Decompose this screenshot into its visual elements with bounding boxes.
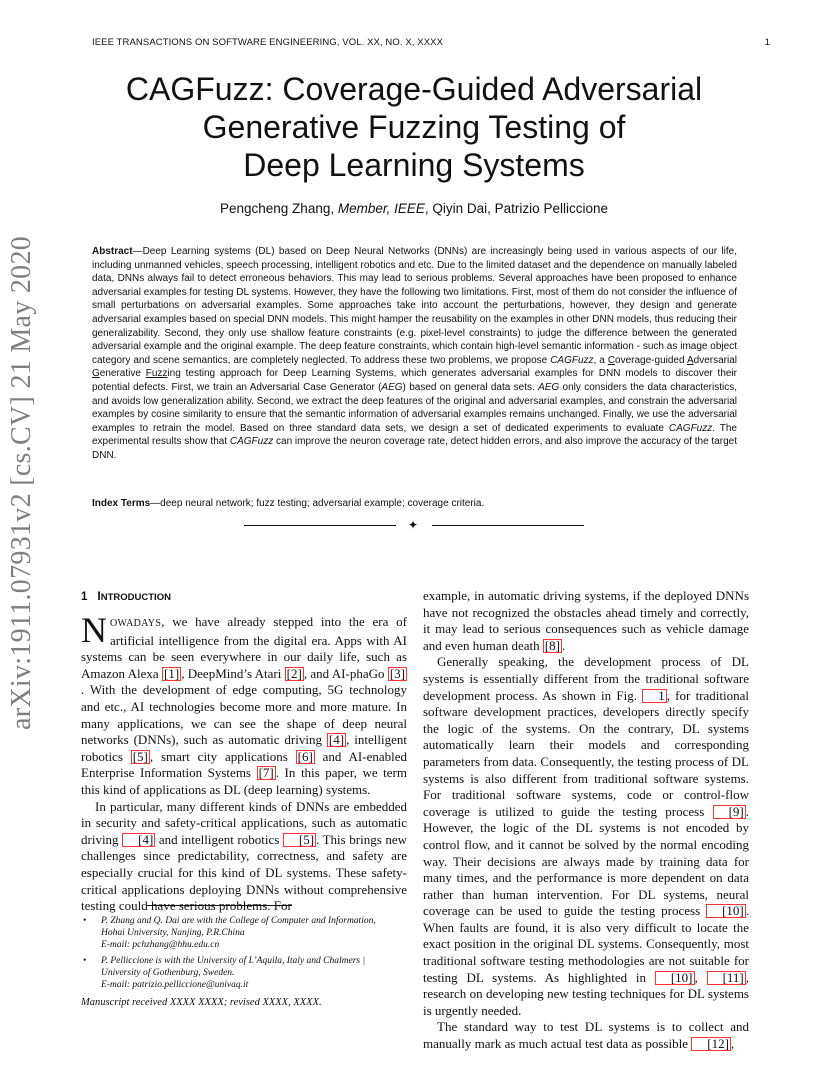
- citation-link[interactable]: [7]: [258, 765, 274, 781]
- drop-cap: N: [81, 610, 107, 650]
- section-divider: [244, 518, 584, 532]
- citation-link[interactable]: [6]: [297, 748, 313, 764]
- page-number: 1: [764, 37, 770, 48]
- text: . When faults are found, it is also very difficult to locate the exact position in the original DL systems. Consequently, most traditional software testing methodologies are not suitable for testing DL systems. As highlighted in: [423, 903, 749, 985]
- acronym-letter: G: [92, 368, 100, 380]
- text: , research on developing new testing techniques for DL systems is urgently needed.: [423, 969, 749, 1018]
- footnote-email[interactable]: E-mail: pchzhang@hhu.edu.cn: [101, 940, 220, 950]
- citation-link[interactable]: [5]: [132, 748, 148, 764]
- text: ,: [694, 969, 707, 985]
- manuscript-note: Manuscript received XXXX XXXX; revised XXXX, XXXX.: [81, 997, 322, 1008]
- footnote-email[interactable]: E-mail: patrizio.pelliccione@univaq.it: [101, 980, 249, 990]
- citation-link[interactable]: [4]: [122, 833, 155, 847]
- abstract-text: can improve the neuron coverage rate, detect hidden errors, and also improve the accuracy of the target DNN.: [92, 436, 738, 461]
- abstract-text: only considers the data characteristics, and avoids low generalization ability. Second, we extract the deep features of the original and adversarial examples, and constrain the adversarial examples by cosine similarity to ensure that the semantic information of adversarial examples remains unchanged. Finally, we use the adversarial examples to retrain the model. Based on three standard data sets, we design a set of dedicated experiments to evaluate: [92, 381, 737, 434]
- author-names-rest: , Qiyin Dai, Patrizio Pelliccione: [424, 201, 608, 216]
- citation-link[interactable]: [3]: [389, 665, 405, 681]
- bullet-icon: •: [83, 916, 87, 926]
- section-title-rest: NTRODUCTION: [100, 592, 171, 603]
- title-line: Deep Learning Systems: [243, 147, 585, 183]
- paragraph: [81, 610, 407, 799]
- footnotes: [81, 915, 407, 995]
- abstract-text: overage-guided: [615, 354, 687, 366]
- section-heading: [81, 588, 407, 604]
- divider-diamond-icon: ✦: [408, 518, 419, 532]
- abstract-text: . The experimental results show that: [92, 422, 737, 448]
- text: , intelligent robotics: [81, 732, 407, 764]
- acronym-letter: C: [607, 354, 616, 366]
- citation-link[interactable]: [12]: [691, 1037, 731, 1051]
- index-terms: [92, 497, 737, 510]
- footnote-line: P. Zhang and Q. Dai are with the College of Computer and Information,: [101, 916, 376, 926]
- abstract-text: ) based on general data sets.: [402, 381, 539, 393]
- citation-link[interactable]: [10]: [655, 971, 695, 985]
- citation-link[interactable]: [5]: [283, 833, 316, 847]
- citation-link[interactable]: [9]: [713, 805, 746, 819]
- paper-title: [80, 70, 748, 184]
- paragraph: [423, 654, 749, 1019]
- divider-line-right: [432, 525, 584, 526]
- text: . However, the logic of the DL systems is not encoded by control flow, and it cannot be solved by the normal encoding way. Their decisions are always made by training data for many times, and the performance is more dependent on data rather than human intervention. For DL systems, neural coverage can be used to guide the testing process: [423, 803, 749, 919]
- abstract-text: Deep Learning systems (DL) based on Deep Neural Networks (DNNs) are increasingly being used in various aspects of our life, including unmanned vehicles, speech processing, intelligent robotics and etc. Due to the limited dataset and the dependence on manually labeled data, DNNs always fail to detect erroneous behaviors. This may lead to serious problems. Several approaches have been proposed to enhance adversarial examples for testing DL systems. However, they have the following two limitations. First, most of them do not consider the influence of small perturbations on adversarial examples. Some approaches take into account the perturbations, however, they design and generate adversarial examples based on special DNN models. This might hamper the reusability on the examples in other DNN models, thus reducing their generalizability. Second, they only use shallow feature constraints (e.g. pixel-level constraints) to judge the difference between the generated adversarial example and the original example. The deep feature constraints, which contain high-level semantic information - such as image object category and scene semantics, are completely neglected. To address these two problems, we propose: [92, 246, 737, 366]
- index-terms-label: Index Terms: [92, 498, 151, 509]
- text: , DeepMind’s Atari: [181, 665, 285, 681]
- paragraph: [423, 1019, 749, 1052]
- abstract-text: enerative: [99, 368, 146, 380]
- footnote-line: P. Pelliccione is with the University of L’Aquila, Italy and Chalmers |: [101, 956, 366, 966]
- abstract-emph: CAGFuzz: [668, 422, 713, 434]
- author-role: Member, IEEE: [337, 201, 425, 216]
- citation-link[interactable]: [2]: [286, 665, 302, 681]
- acronym-letter: A: [686, 354, 694, 366]
- author-name: Pengcheng Zhang,: [220, 201, 335, 216]
- footnote-line: University of Gothenburg, Sweden.: [101, 968, 235, 978]
- citation-link[interactable]: [4]: [328, 732, 345, 748]
- text: . In this paper, we term this kind of applications as DL (deep learning) systems.: [81, 765, 407, 797]
- citation-link[interactable]: [11]: [707, 971, 746, 985]
- left-column: [81, 588, 407, 915]
- citation-link[interactable]: [1]: [164, 665, 180, 681]
- footnote-line: Hohai University, Nanjing, P.R.China: [101, 928, 245, 938]
- section-number: 1: [81, 591, 88, 603]
- abstract-emph: AEG: [381, 381, 403, 393]
- citation-link[interactable]: [8]: [544, 637, 561, 653]
- index-terms-text: deep neural network; fuzz testing; adversarial example; coverage criteria.: [160, 498, 485, 509]
- title-line: Generative Fuzzing Testing of: [202, 109, 626, 145]
- paragraph: [423, 588, 749, 654]
- author-list: [80, 201, 748, 216]
- text: ,: [730, 1036, 735, 1052]
- footnote: [81, 955, 407, 991]
- abstract-emph: CAGFuzz: [229, 436, 274, 448]
- text: In particular, many different kinds of DNNs are embedded in security and safety-critical applications, such as automatic driving: [81, 798, 407, 847]
- text: , for traditional software development practices, developers directly specify the logic of the systems. On the contrary, DL systems automatically learn their models and corresponding parameters from data. Consequently, the testing process of DL systems is also different from traditional software systems. For traditional software systems, code or control-flow coverage is utilized to guide the testing process: [423, 687, 749, 819]
- small-caps-lead: OWADAYS: [110, 618, 162, 629]
- bullet-icon: •: [83, 956, 87, 966]
- running-header: [92, 37, 770, 48]
- text: and AI-enabled Enterprise Information Systems: [81, 748, 407, 781]
- right-column: [423, 588, 749, 1053]
- abstract-text: , a: [593, 354, 608, 366]
- journal-name: IEEE TRANSACTIONS ON SOFTWARE ENGINEERING, VOL. XX, NO. X, XXXX: [92, 37, 444, 48]
- text: , and AI-phaGo: [303, 665, 388, 681]
- arxiv-side-stamp: arXiv:1911.07931v2 [cs.CV] 21 May 2020: [6, 235, 37, 730]
- abstract-label: Abstract: [92, 246, 133, 257]
- abstract-text: ing: [167, 368, 181, 380]
- text: .: [562, 637, 566, 653]
- text: The standard way to test DL systems is to collect and manually mark as much actual test data as possible: [423, 1019, 749, 1052]
- acronym-letter: Fuzz: [145, 368, 168, 380]
- abstract-emph: CAGFuzz: [550, 354, 594, 366]
- text: , we have already stepped into the era of artificial intelligence from the digital era. Apps with AI systems can be seen everywhere in our daily life, such as Amazon Alexa: [81, 614, 407, 681]
- text: . This brings new challenges since predictability, correctness, and safety are especially crucial for this kind of DL systems. These safety-critical applications deploying DNNs without comprehensive testing could have serious problems. For: [81, 831, 407, 914]
- text: Generally speaking, the development process of DL systems is essentially different from the traditional software development process. As shown in Fig.: [423, 654, 749, 703]
- footnote: [81, 915, 407, 951]
- text: and intelligent robotics: [155, 831, 283, 847]
- section-title-initial: I: [97, 589, 101, 603]
- divider-line-left: [244, 525, 396, 526]
- paragraph: [81, 799, 407, 915]
- footnote-rule: [147, 905, 292, 906]
- abstract-text: testing approach for Deep Learning Systems, which generates adversarial examples for DNN models to discover their potential defects. First, we train an Adversarial Case Generator (: [92, 368, 737, 393]
- abstract-text: dversarial: [693, 354, 737, 366]
- text: , smart city applications: [149, 748, 296, 764]
- abstract-dash: —: [132, 246, 143, 257]
- figure-link[interactable]: 1: [642, 689, 667, 703]
- abstract: [92, 245, 737, 463]
- text: example, in automatic driving systems, if the deployed DNNs have not recognized the obstacles ahead timely and correctly, it may lead to serious consequences such as vehicle damage and even human death: [423, 588, 749, 653]
- title-line: CAGFuzz: Coverage-Guided Adversarial: [125, 71, 703, 107]
- abstract-emph: AEG: [538, 381, 560, 393]
- text: . With the development of edge computing, 5G technology and etc., AI technologies become more and more mature. In many applications, we can see the shape of deep neural networks (DNNs), such as automatic driving: [81, 682, 407, 748]
- citation-link[interactable]: [10]: [706, 904, 746, 918]
- index-terms-dash: —: [150, 498, 161, 509]
